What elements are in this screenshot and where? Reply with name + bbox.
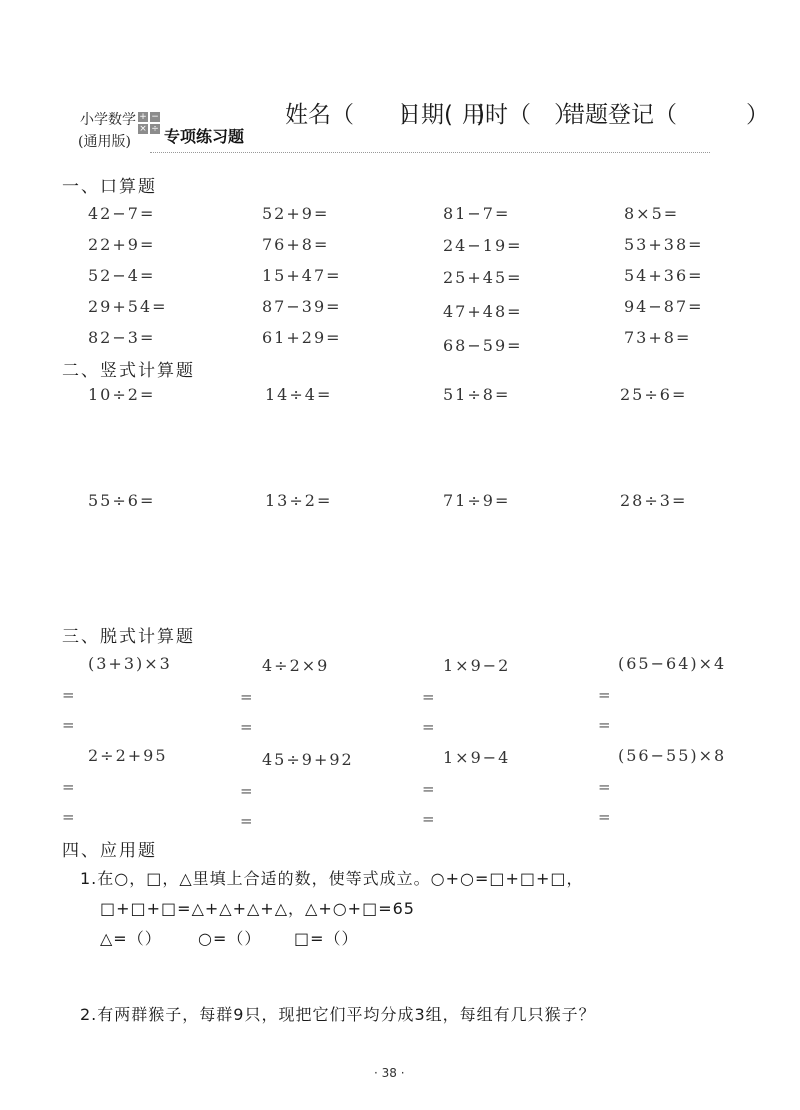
s3-equals: = — [62, 686, 75, 704]
s1-problem: 87−39= — [262, 297, 342, 316]
header-divider — [150, 152, 710, 153]
s1-problem: 61+29= — [262, 328, 342, 347]
s3-equals: = — [422, 688, 435, 706]
s1-problem: 29+54= — [88, 297, 168, 316]
s2-problem: 10÷2= — [88, 385, 156, 404]
section3-title: 三、脱式计算题 — [62, 627, 195, 647]
plus-icon: + — [139, 112, 147, 122]
s3-expression: 2÷2+95 — [88, 746, 168, 765]
s3-expression: 1×9−2 — [443, 656, 511, 675]
s2-problem: 55÷6= — [88, 491, 156, 510]
s3-equals: = — [598, 716, 611, 734]
time-field: 用时（ ） — [462, 102, 577, 128]
s3-equals: = — [62, 778, 75, 796]
s1-problem: 94−87= — [624, 297, 704, 316]
name-field: 姓名（ ） — [285, 102, 423, 128]
s3-expression: (3+3)×3 — [88, 654, 172, 673]
s2-problem: 51÷8= — [443, 385, 511, 404]
s1-problem: 82−3= — [88, 328, 156, 347]
times-icon: × — [139, 124, 147, 134]
error-field: 错题登记（ ） — [562, 102, 769, 128]
s1-problem: 52+9= — [262, 204, 330, 223]
s3-expression: 45÷9+92 — [262, 750, 354, 769]
minus-icon: − — [151, 112, 159, 122]
divide-icon: ÷ — [151, 124, 159, 134]
page-number: · 38 · — [374, 1066, 405, 1080]
s3-equals: = — [422, 780, 435, 798]
s1-problem: 24−19= — [443, 236, 523, 255]
answer-circle: ○=（） — [198, 929, 262, 948]
s2-problem: 25÷6= — [620, 385, 688, 404]
s1-problem: 42−7= — [88, 204, 156, 223]
s3-equals: = — [240, 812, 253, 830]
s3-equals: = — [62, 808, 75, 826]
s3-equals: = — [62, 716, 75, 734]
s3-expression: (56−55)×8 — [618, 746, 727, 765]
brand-title: 专项练习题 — [164, 127, 245, 146]
s2-problem: 14÷4= — [265, 385, 333, 404]
s3-equals: = — [598, 778, 611, 796]
s3-equals: = — [422, 810, 435, 828]
s1-problem: 47+48= — [443, 302, 523, 321]
s2-problem: 71÷9= — [443, 491, 511, 510]
s1-problem: 22+9= — [88, 235, 156, 254]
answer-square: □=（） — [294, 929, 359, 948]
section1-title: 一、口算题 — [62, 177, 157, 197]
s3-expression: 4÷2×9 — [262, 656, 330, 675]
word-problem-2: 2.有两群猴子，每群9只，现把它们平均分成3组，每组有几只猴子？ — [80, 1005, 596, 1024]
word-problem-1-line1: 1.在○，□，△里填上合适的数，使等式成立。○+○=□+□+□， — [80, 869, 584, 888]
s1-problem: 52−4= — [88, 266, 156, 285]
s1-problem: 54+36= — [624, 266, 704, 285]
answer-triangle: △=（） — [100, 929, 162, 948]
s1-problem: 53+38= — [624, 235, 704, 254]
brand-line1: 小学数学 — [80, 112, 136, 128]
brand-line2: (通用版) — [78, 134, 131, 150]
s2-problem: 13÷2= — [265, 491, 333, 510]
s1-problem: 76+8= — [262, 235, 330, 254]
brand-operator-icon — [138, 112, 160, 134]
s3-equals: = — [240, 782, 253, 800]
s3-equals: = — [240, 718, 253, 736]
section2-title: 二、竖式计算题 — [62, 361, 195, 381]
s3-expression: 1×9−4 — [443, 748, 511, 767]
s1-problem: 15+47= — [262, 266, 342, 285]
s1-problem: 68−59= — [443, 336, 523, 355]
s2-problem: 28÷3= — [620, 491, 688, 510]
s1-problem: 25+45= — [443, 268, 523, 287]
s1-problem: 8×5= — [624, 204, 680, 223]
s3-equals: = — [598, 808, 611, 826]
s1-problem: 73+8= — [624, 328, 692, 347]
s3-expression: (65−64)×4 — [618, 654, 727, 673]
s3-equals: = — [598, 686, 611, 704]
s3-equals: = — [422, 718, 435, 736]
s1-problem: 81−7= — [443, 204, 511, 223]
date-field: 日期( ) — [398, 102, 485, 128]
section4-title: 四、应用题 — [62, 841, 157, 861]
word-problem-1-line2: □+□+□=△+△+△+△，△+○+□=65 — [100, 899, 415, 918]
s3-equals: = — [240, 688, 253, 706]
